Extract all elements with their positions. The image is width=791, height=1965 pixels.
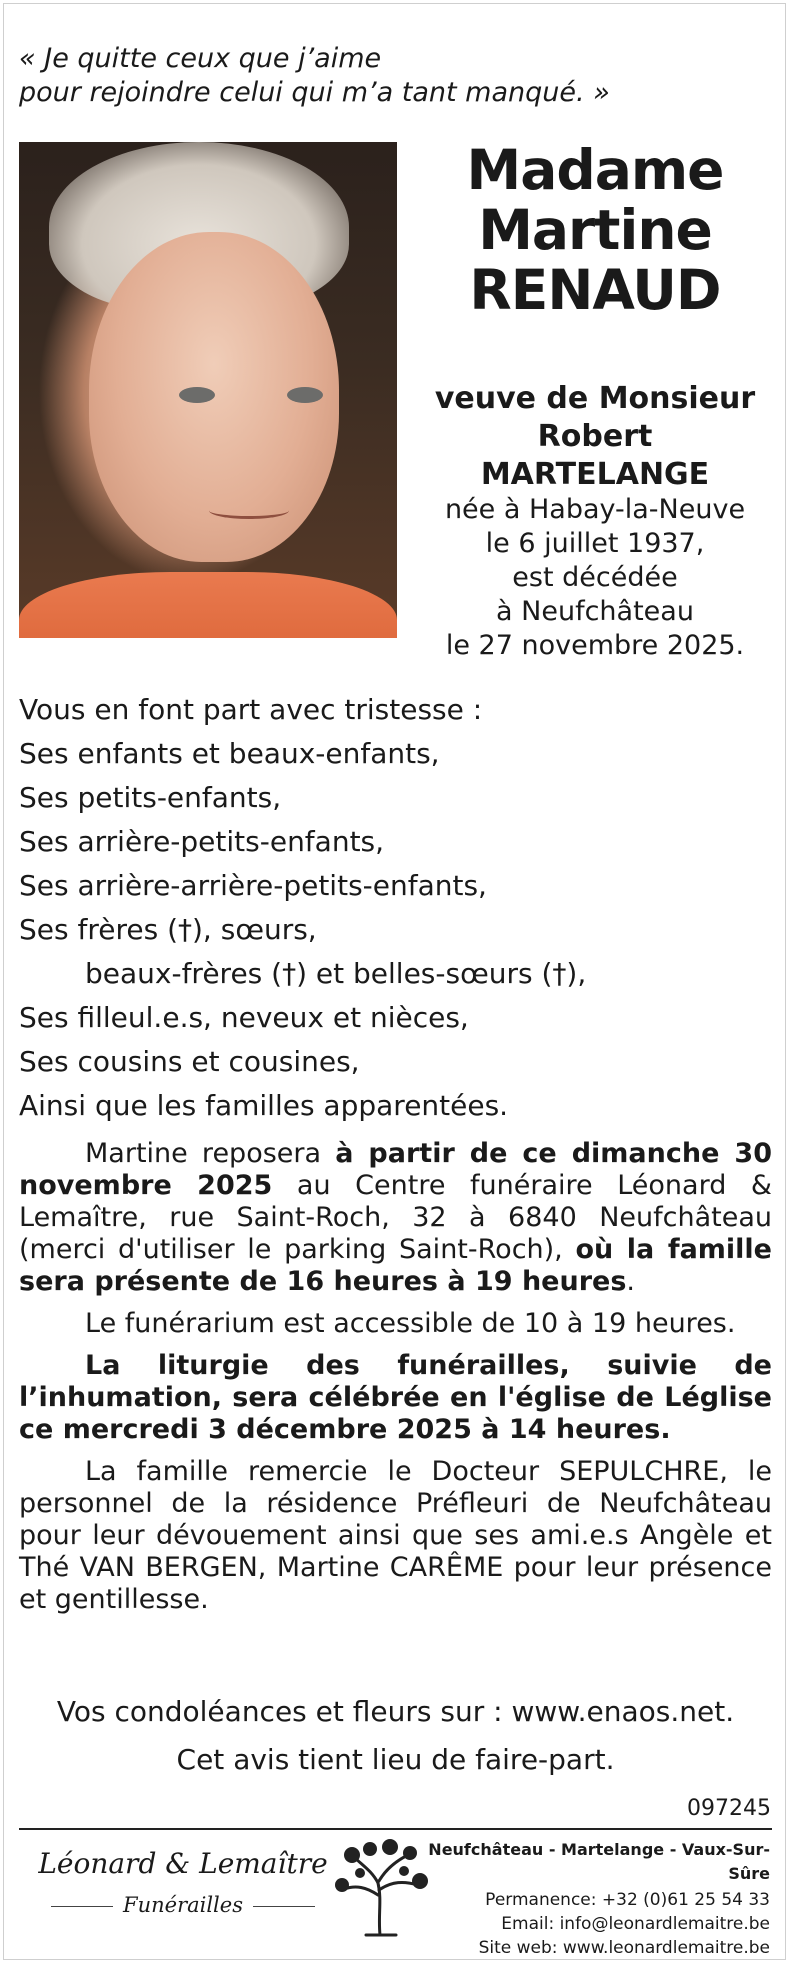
birth-line: est décédée — [512, 562, 678, 593]
family-line: Ses enfants et beaux-enfants, — [19, 737, 440, 770]
family-line: Vous en font part avec tristesse : — [19, 693, 483, 726]
family-line: Ses arrière-arrière-petits-enfants, — [19, 869, 487, 902]
widow-line: Robert MARTELANGE — [480, 419, 710, 492]
portrait-photo — [19, 142, 397, 638]
website-line: Site web: www.leonardlemaitre.be — [478, 1938, 770, 1958]
company-logo-name: Léonard & Lemaître — [38, 1847, 328, 1880]
family-line: beaux-frères (†) et belles-sœurs (†), — [85, 957, 587, 990]
deceased-name — [420, 140, 770, 320]
company-logo-subtitle: Funérailles — [38, 1893, 328, 1917]
divider — [19, 1828, 772, 1830]
notice-body — [19, 1138, 772, 1626]
widow-line: veuve de Monsieur — [434, 381, 756, 416]
tree-icon — [326, 1835, 434, 1940]
condolences-line: Vos condoléances et fleurs sur : www.enaos.net. — [56, 1695, 735, 1728]
notice-line: Cet avis tient lieu de faire-part. — [176, 1743, 615, 1776]
family-line: Ses petits-enfants, — [19, 781, 282, 814]
birth-death-info — [420, 493, 770, 663]
quote-line: « Je quitte ceux que j’aime — [19, 43, 382, 74]
name-title: Madame — [466, 138, 724, 202]
contact-block — [420, 1838, 770, 1960]
epitaph-quote — [19, 42, 759, 110]
family-line: Ainsi que les familles apparentées. — [19, 1089, 509, 1122]
birth-line: le 27 novembre 2025. — [445, 630, 745, 661]
branch-towns: Neufchâteau - Martelange - Vaux-Sur-Sûre — [428, 1840, 770, 1883]
family-line: Ses frères (†), sœurs, — [19, 913, 317, 946]
email-line: Email: info@leonardlemaitre.be — [501, 1914, 770, 1934]
birth-line: née à Habay-la-Neuve — [444, 494, 746, 525]
phone-line: Permanence: +32 (0)61 25 54 33 — [485, 1890, 770, 1910]
funerarium-hours: Le funérarium est accessible de 10 à 19 heures. — [85, 1308, 736, 1339]
last-name: RENAUD — [469, 258, 721, 322]
visitation-paragraph: Martine reposera à partir de ce dimanche 30 novembre 2025 au Centre funéraire Léonard & Lemaître, rue Saint-Roch, 32 à 6840 Neufchâteau (merci d'utiliser le parking Saint-Roch), où la famille sera présente de 16 heures à 19 heures. — [19, 1138, 772, 1297]
liturgy-paragraph: La liturgie des funérailles, suivie de l’inhumation, sera célébrée en l'église de Léglise ce mercredi 3 décembre 2025 à 14 heures. — [19, 1350, 772, 1445]
reference-number: 097245 — [687, 1796, 771, 1821]
family-line: Ses cousins et cousines, — [19, 1045, 360, 1078]
birth-line: à Neufchâteau — [496, 596, 694, 627]
birth-line: le 6 juillet 1937, — [485, 528, 705, 559]
quote-line: pour rejoindre celui qui m’a tant manqué. » — [19, 77, 610, 108]
family-list — [19, 688, 774, 1128]
widow-of — [420, 380, 770, 494]
thanks-paragraph: La famille remercie le Docteur SEPULCHRE, le personnel de la résidence Préfleuri de Neufchâteau pour leur dévouement ainsi que ses ami.e.s Angèle et Thé VAN BERGEN, Martine CARÊME pour leur présence et gentillesse. — [19, 1456, 772, 1615]
family-line: Ses filleul.e.s, neveux et nièces, — [19, 1001, 469, 1034]
first-name: Martine — [478, 198, 712, 262]
family-line: Ses arrière-petits-enfants, — [19, 825, 385, 858]
